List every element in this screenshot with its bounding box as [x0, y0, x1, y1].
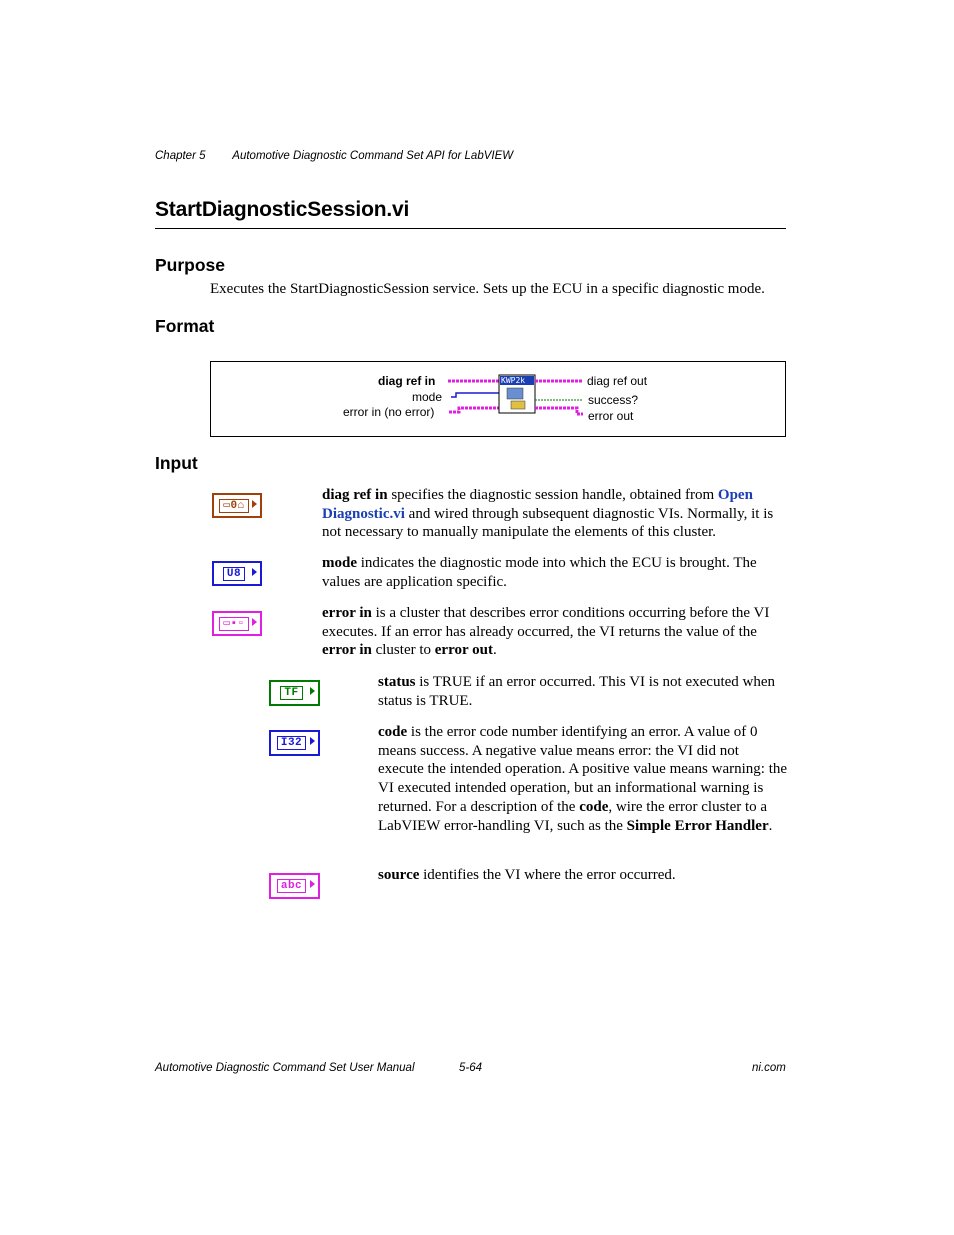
- connector-pane-diagram: [210, 361, 786, 437]
- terminal-success: success?: [588, 393, 639, 407]
- chapter-title: Automotive Diagnostic Command Set API for LabVIEW: [232, 150, 514, 162]
- node-label: KWP2k: [501, 376, 526, 385]
- footer-manual-title: Automotive Diagnostic Command Set User Manual: [155, 1062, 415, 1074]
- terminal-diag-ref-in: diag ref in: [378, 374, 436, 388]
- format-heading: Format: [155, 316, 215, 336]
- param-mode: mode indicates the diagnostic mode into which the ECU is brought. The values are application specific.: [322, 555, 757, 590]
- page-title: StartDiagnosticSession.vi: [155, 198, 410, 221]
- i32-icon: I32: [269, 730, 320, 756]
- param-source: source identifies the VI where the error occurred.: [378, 867, 676, 883]
- boolean-tf-icon: TF: [269, 680, 320, 706]
- u8-icon: U8: [212, 561, 262, 586]
- running-header: [155, 150, 513, 162]
- title-divider: [155, 228, 786, 229]
- terminal-diag-ref-out: diag ref out: [587, 374, 648, 388]
- terminal-mode: mode: [412, 390, 443, 404]
- param-status: status is TRUE if an error occurred. This VI is not executed when status is TRUE.: [378, 674, 776, 709]
- param-code: code is the error code number identifying an error. A value of 0 means success. A negative value means error: the VI did not execute the intended operation. A positive value means warning: the VI executed intended operation, but an informational warning is returned. For a description of the code, wire the error cluster to a LabVIEW error-handling VI, such as the Simple Error Handler.: [378, 724, 788, 834]
- input-heading: Input: [155, 453, 198, 473]
- footer-site: ni.com: [752, 1062, 786, 1074]
- cluster-refnum-icon: ▭0⌂: [212, 493, 262, 518]
- param-diag-ref-in: diag ref in specifies the diagnostic session handle, obtained from Open Diagnostic.vi and wired through subsequent diagnostic VIs. Normally, it is not necessary to manually manipulate the elements of this cluster.: [322, 487, 774, 541]
- terminal-error-out: error out: [588, 409, 634, 423]
- footer-page-number: 5-64: [459, 1062, 483, 1074]
- connector-wires: [211, 362, 785, 436]
- string-abc-icon: abc: [269, 873, 320, 899]
- error-cluster-icon: ▭▪▫: [212, 611, 262, 636]
- open-diagnostic-link[interactable]: Open Diagnostic.vi: [322, 487, 753, 522]
- purpose-text: Executes the StartDiagnosticSession service. Sets up the ECU in a specific diagnostic mode.: [210, 281, 765, 297]
- terminal-error-in: error in (no error): [343, 405, 435, 419]
- chapter-number: Chapter 5: [155, 150, 206, 162]
- purpose-heading: Purpose: [155, 255, 226, 275]
- param-error-in: error in is a cluster that describes error conditions occurring before the VI executes. If an error has already occurred, the VI returns the value of the error in cluster to error out.: [322, 605, 770, 659]
